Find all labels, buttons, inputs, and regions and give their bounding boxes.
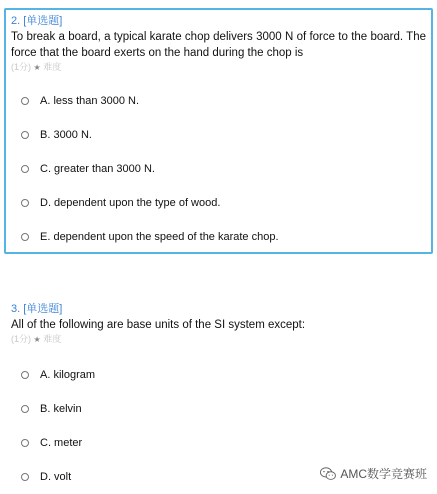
options-list (11, 84, 426, 254)
star-icon: ★ (33, 335, 41, 344)
option-label: A. less than 3000 N. (40, 95, 140, 107)
option-label: D. dependent upon the type of wood. (40, 197, 221, 209)
radio-icon[interactable] (21, 165, 29, 173)
watermark-text: AMC数学竞赛班 (340, 467, 427, 481)
radio-icon[interactable] (21, 97, 29, 105)
radio-icon[interactable] (21, 473, 29, 481)
question-type: [单选题] (23, 303, 63, 315)
option-a[interactable] (11, 358, 426, 392)
radio-icon[interactable] (21, 233, 29, 241)
option-d[interactable] (11, 186, 426, 220)
radio-icon[interactable] (21, 405, 29, 413)
option-label: A. kilogram (40, 369, 96, 381)
radio-icon[interactable] (21, 371, 29, 379)
star-icon: ★ (33, 63, 41, 72)
option-b[interactable] (11, 118, 426, 152)
question-header (11, 14, 426, 28)
question-card-2 (4, 8, 433, 254)
option-c[interactable] (11, 152, 426, 186)
points-label: (1分) (11, 334, 31, 344)
option-b[interactable] (11, 392, 426, 426)
question-number: 2. (11, 15, 21, 27)
option-label: E. dependent upon the speed of the karate chop. (40, 231, 279, 243)
radio-icon[interactable] (21, 439, 29, 447)
radio-icon[interactable] (21, 131, 29, 139)
option-a[interactable] (11, 84, 426, 118)
option-label: C. meter (40, 437, 83, 449)
option-label: C. greater than 3000 N. (40, 163, 155, 175)
watermark (320, 465, 427, 482)
option-label: B. 3000 N. (40, 129, 92, 141)
question-type: [单选题] (23, 15, 63, 27)
question-number: 3. (11, 303, 21, 315)
option-label: D. volt (40, 471, 72, 483)
option-c[interactable] (11, 426, 426, 460)
question-meta (11, 61, 426, 74)
points-label: (1分) (11, 62, 31, 72)
question-text: All of the following are base units of the SI system except: (11, 319, 306, 331)
wechat-icon (320, 467, 336, 481)
difficulty-label: 难度 (43, 62, 62, 72)
option-label: B. kelvin (40, 403, 82, 415)
question-meta (11, 333, 426, 346)
radio-icon[interactable] (21, 199, 29, 207)
question-header (11, 302, 426, 316)
difficulty-label: 难度 (43, 334, 62, 344)
option-e[interactable] (11, 220, 426, 254)
question-text: To break a board, a typical karate chop delivers 3000 N of force to the board. The force that the board exerts on the hand during the chop is (11, 31, 426, 59)
